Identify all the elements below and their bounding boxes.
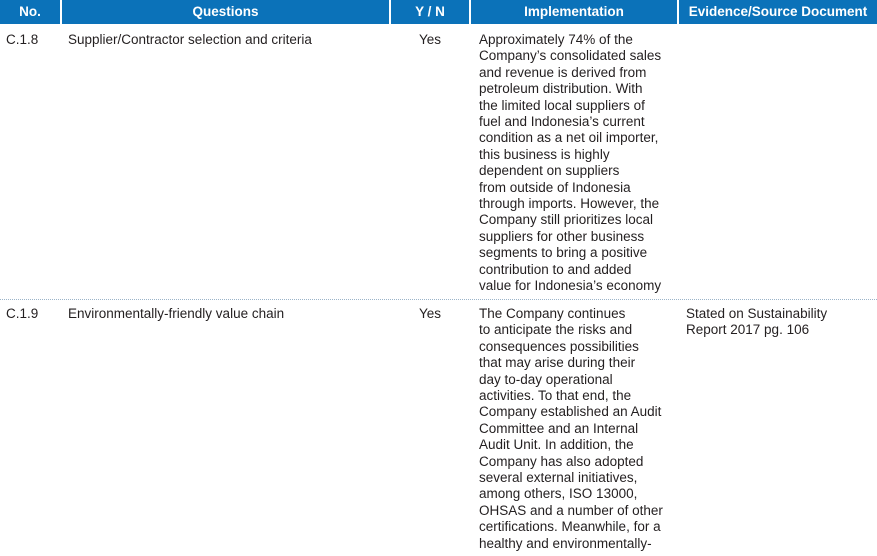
row-answer: Yes xyxy=(418,306,442,321)
text-line: the limited local suppliers of xyxy=(479,97,645,113)
text-line: value for Indonesia’s economy xyxy=(479,278,662,294)
text-line: petroleum distribution. With xyxy=(479,81,643,97)
text-line: Audit Unit. In addition, the xyxy=(479,437,634,453)
row-implementation xyxy=(479,32,675,295)
row-evidence xyxy=(686,306,874,339)
row-question: Environmentally-friendly value chain xyxy=(68,306,285,321)
text-line: Company’s consolidated sales xyxy=(479,48,662,64)
text-line: suppliers for other business xyxy=(479,228,645,244)
text-line: The Company continues xyxy=(479,306,626,321)
text-line: condition as a net oil importer, xyxy=(479,130,659,146)
text-line: dependent on suppliers xyxy=(479,163,620,179)
text-line: Stated on Sustainability xyxy=(686,306,828,321)
text-line: from outside of Indonesia xyxy=(479,179,631,195)
text-line: among others, ISO 13000, xyxy=(479,486,638,502)
header-yes-no: Y / N xyxy=(391,0,469,24)
row-divider xyxy=(0,299,877,300)
text-line: contribution to and added xyxy=(479,261,632,277)
text-line: through imports. However, the xyxy=(479,196,660,212)
table-header xyxy=(0,0,877,24)
table-row xyxy=(0,32,877,298)
text-line: healthy and environmentally- xyxy=(479,535,652,551)
text-line: consequences possibilities xyxy=(479,338,639,354)
text-line: activities. To that end, the xyxy=(479,388,632,404)
row-number: C.1.8 xyxy=(6,32,39,47)
text-line: several external initiatives, xyxy=(479,470,638,486)
row-number: C.1.9 xyxy=(6,306,39,321)
text-line: segments to bring a positive xyxy=(479,245,648,261)
header-implementation: Implementation xyxy=(471,0,677,24)
text-line: fuel and Indonesia’s current xyxy=(479,114,645,130)
text-line: OHSAS and a number of other xyxy=(479,502,663,518)
text-line: day to-day operational xyxy=(479,371,613,387)
table-row xyxy=(0,306,877,556)
text-line: Approximately 74% of the xyxy=(479,32,633,47)
text-line: Committee and an Internal xyxy=(479,420,639,436)
row-implementation xyxy=(479,306,675,552)
text-line: Company established an Audit xyxy=(479,404,662,420)
text-line: Company still prioritizes local xyxy=(479,212,654,228)
text-line: certifications. Meanwhile, for a xyxy=(479,519,661,535)
text-line: Company has also adopted xyxy=(479,453,644,469)
row-question: Supplier/Contractor selection and criteria xyxy=(68,32,312,47)
text-line: Report 2017 pg. 106 xyxy=(686,322,810,338)
text-line: this business is highly xyxy=(479,146,610,162)
header-no: No. xyxy=(0,0,60,24)
row-answer: Yes xyxy=(418,32,442,47)
text-line: that may arise during their xyxy=(479,355,636,371)
text-line: to anticipate the risks and xyxy=(479,322,633,338)
header-evidence: Evidence/Source Document xyxy=(679,0,877,24)
header-questions: Questions xyxy=(62,0,389,24)
text-line: and revenue is derived from xyxy=(479,64,647,80)
